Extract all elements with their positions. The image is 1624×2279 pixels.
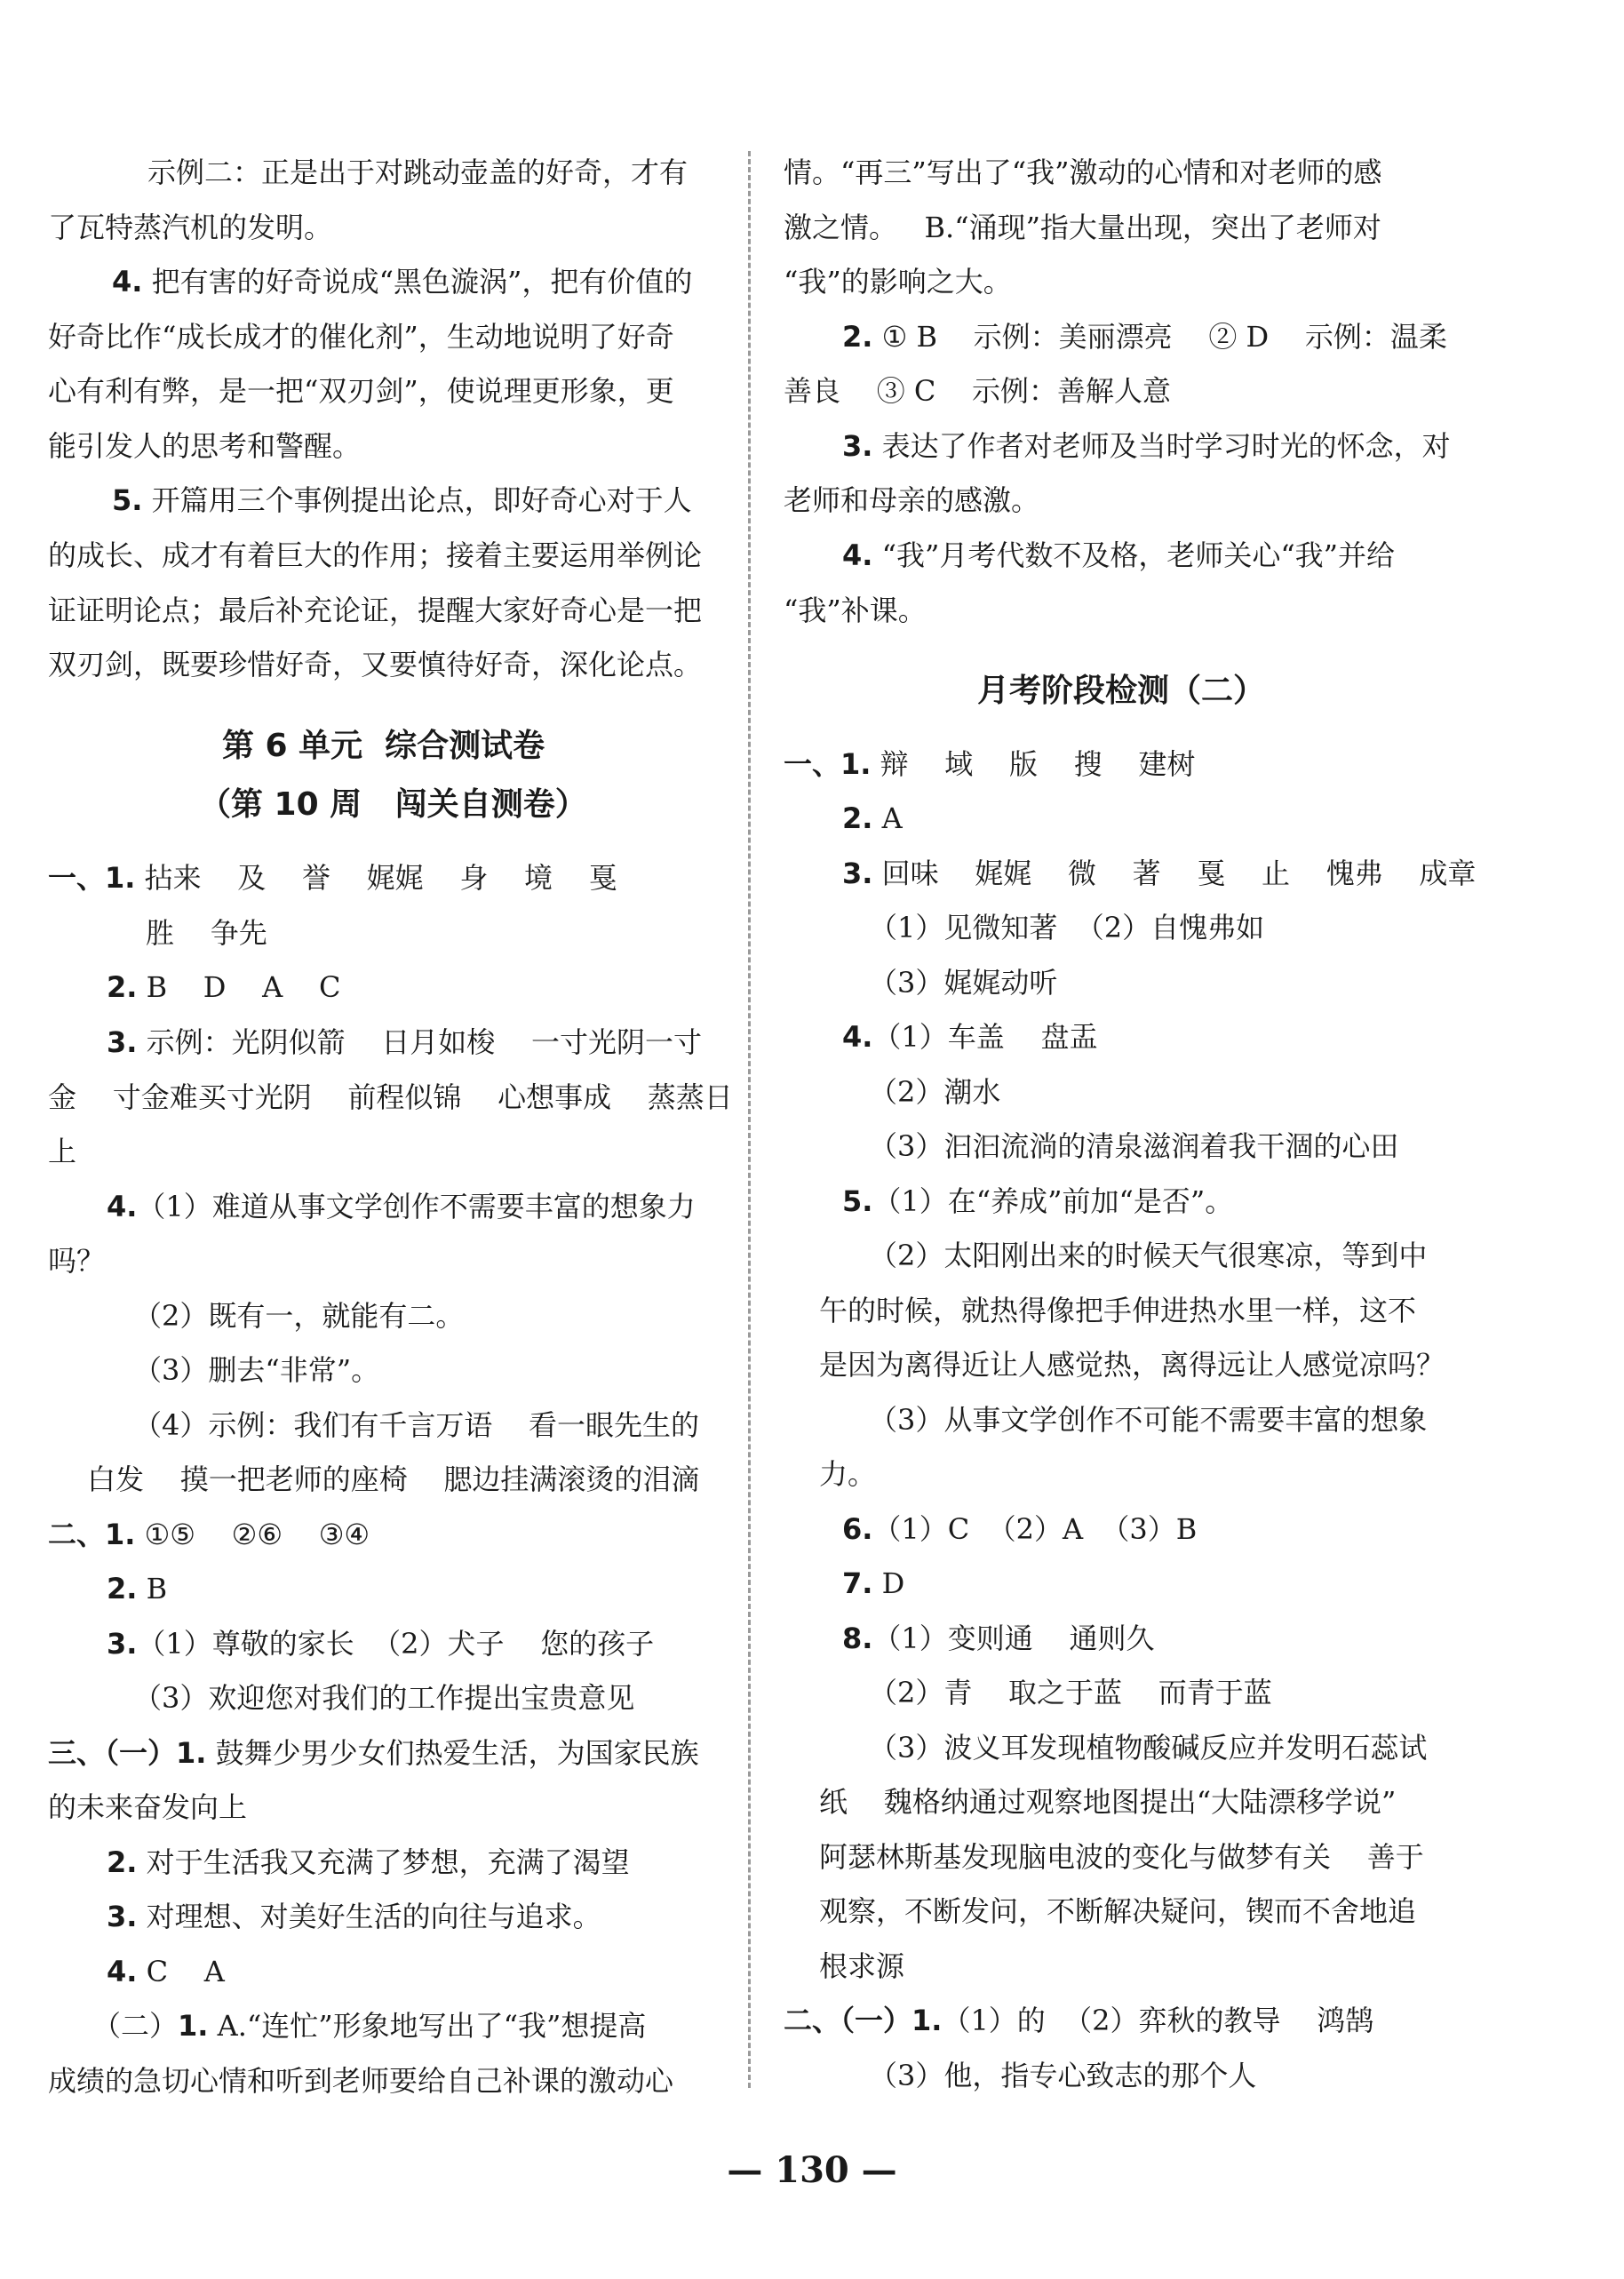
text-line: （2）潮水 bbox=[869, 1075, 1001, 1109]
answer-1-4: 4.（1）车盖 盘盂 bbox=[842, 1020, 1098, 1054]
text-line: 双刃剑，既要珍惜好奇，又要慎待好奇，深化论点。 bbox=[48, 648, 703, 681]
answer-3-1: 三、（一）1. 鼓舞少男少女们热爱生活，为国家民族 bbox=[48, 1736, 699, 1770]
answer-3: 3. 表达了作者对老师及当时学习时光的怀念，对 bbox=[842, 429, 1451, 463]
text-line: 激之情。 B.“涌现”指大量出现，突出了老师对 bbox=[784, 211, 1381, 244]
text-line: （3）波义耳发现植物酸碱反应并发明石蕊试 bbox=[869, 1731, 1428, 1765]
column-divider bbox=[748, 151, 751, 2088]
answer-3-3: 3. 对理想、对美好生活的向往与追求。 bbox=[107, 1900, 601, 1933]
text-line: 善良 ③ C 示例：善解人意 bbox=[784, 374, 1172, 408]
text-line: 心有利有弊，是一把“双刃剑”，使说理更形象，更 bbox=[48, 374, 674, 408]
text-line: 示例二：正是出于对跳动壶盖的好奇，才有 bbox=[147, 155, 689, 189]
text-line: 吗？ bbox=[48, 1244, 106, 1278]
text-line: （3）删去“非常”。 bbox=[133, 1353, 380, 1387]
answer-4: 4. “我”月考代数不及格，老师关心“我”并给 bbox=[842, 538, 1396, 572]
text-line: （2）青 取之于蓝 而青于蓝 bbox=[869, 1676, 1272, 1709]
text-line: 是因为离得近让人感觉热，离得远让人感觉凉吗？ bbox=[819, 1348, 1445, 1382]
text-line: （3）汩汩流淌的清泉滋润着我干涸的心田 bbox=[869, 1129, 1399, 1163]
text-line: “我”的影响之大。 bbox=[784, 265, 1012, 299]
text-line: （4）示例：我们有千言万语 看一眼先生的 bbox=[133, 1408, 700, 1442]
text-line: 观察，不断发问，不断解决疑问，锲而不舍地追 bbox=[819, 1894, 1417, 1928]
answer-2-1: 二、1. ①⑤ ②⑥ ③④ bbox=[48, 1518, 370, 1551]
text-line: 的成长、成才有着巨大的作用；接着主要运用举例论 bbox=[48, 538, 703, 572]
answer-2: 2. ① B 示例：美丽漂亮 ② D 示例：温柔 bbox=[842, 320, 1447, 354]
answer-1-7: 7. D bbox=[842, 1566, 905, 1600]
section-title: 月考阶段检测（二） bbox=[977, 673, 1266, 709]
text-line: （1）见微知著 （2）自愧弗如 bbox=[869, 911, 1265, 944]
answer-3-2: 2. 对于生活我又充满了梦想，充满了渴望 bbox=[107, 1845, 630, 1879]
answer-1-3: 3. 示例：光阴似箭 日月如梭 一寸光阴一寸 bbox=[107, 1025, 702, 1059]
text-line: 纸 魏格纳通过观察地图提出“大陆漂移学说” bbox=[819, 1785, 1397, 1819]
text-line: （2）既有一，就能有二。 bbox=[133, 1299, 465, 1333]
text-line: （3）欢迎您对我们的工作提出宝贵意见 bbox=[133, 1681, 635, 1715]
text-line: 证证明论点；最后补充论证，提醒大家好奇心是一把 bbox=[48, 594, 703, 627]
answer-1-2: 2. B D A C bbox=[107, 970, 341, 1004]
answer-1-6: 6.（1）C （2）A （3）B bbox=[842, 1512, 1198, 1546]
text-line: 好奇比作“成长成才的催化剂”，生动地说明了好奇 bbox=[48, 320, 674, 354]
page-number: — 130 — bbox=[727, 2149, 897, 2191]
text-line: （2）太阳刚出来的时候天气很寒凉，等到中 bbox=[869, 1239, 1428, 1272]
text-line: 了瓦特蒸汽机的发明。 bbox=[48, 211, 333, 244]
answer-3-2-1: （二）1. A.“连忙”形象地写出了“我”想提高 bbox=[92, 2009, 647, 2043]
text-line: 阿瑟林斯基发现脑电波的变化与做梦有关 善于 bbox=[819, 1840, 1424, 1874]
text-line: 上 bbox=[48, 1135, 77, 1168]
answer-1-4: 4.（1）难道从事文学创作不需要丰富的想象力 bbox=[107, 1190, 696, 1223]
text-line: 根求源 bbox=[819, 1949, 905, 1983]
text-line: 老师和母亲的感激。 bbox=[784, 483, 1040, 517]
text-line: 成绩的急切心情和听到老师要给自己补课的激动心 bbox=[48, 2064, 674, 2098]
answer-1-8: 8.（1）变则通 通则久 bbox=[842, 1622, 1155, 1655]
section-title: 第 6 单元 综合测试卷 bbox=[222, 728, 545, 764]
answer-1-1: 一、1. 辩 域 版 搜 建树 bbox=[784, 747, 1196, 781]
text-line: 午的时候，就热得像把手伸进热水里一样，这不 bbox=[819, 1294, 1417, 1327]
text-line: 白发 摸一把老师的座椅 腮边挂满滚烫的泪滴 bbox=[87, 1462, 700, 1496]
answer-2-1: 二、（一）1.（1）的 （2）弈秋的教导 鸿鹄 bbox=[784, 2004, 1374, 2037]
answer-1-2: 2. A bbox=[842, 801, 903, 835]
text-line: 力。 bbox=[819, 1457, 877, 1491]
answer-1-3: 3. 回味 娓娓 微 著 戛 止 愧弗 成章 bbox=[842, 857, 1477, 890]
text-line: 能引发人的思考和警醒。 bbox=[48, 429, 362, 463]
answer-4: 4. 把有害的好奇说成“黑色漩涡”，把有价值的 bbox=[112, 265, 693, 299]
answer-3-4: 4. C A bbox=[107, 1955, 225, 1988]
text-line: （3）娓娓动听 bbox=[869, 966, 1058, 1000]
text-line: 胜 争先 bbox=[146, 916, 267, 950]
text-line: 金 寸金难买寸光阴 前程似锦 心想事成 蒸蒸日 bbox=[48, 1080, 733, 1114]
answer-1-5: 5.（1）在“养成”前加“是否”。 bbox=[842, 1184, 1234, 1218]
text-line: （3）从事文学创作不可能不需要丰富的想象 bbox=[869, 1403, 1428, 1437]
answer-1-1: 一、1. 拈来 及 誉 娓娓 身 境 戛 bbox=[48, 861, 617, 895]
section-subtitle: （第 10 周 闯关自测卷） bbox=[199, 786, 587, 823]
text-line: （3）他，指专心致志的那个人 bbox=[869, 2059, 1257, 2092]
text-line: 情。“再三”写出了“我”激动的心情和对老师的感 bbox=[784, 155, 1382, 189]
answer-2-2: 2. B bbox=[107, 1572, 168, 1606]
answer-5: 5. 开篇用三个事例提出论点，即好奇心对于人 bbox=[112, 483, 692, 517]
text-line: 的未来奋发向上 bbox=[48, 1790, 248, 1824]
answer-2-3: 3.（1）尊敬的家长 （2）犬子 您的孩子 bbox=[107, 1627, 655, 1661]
text-line: “我”补课。 bbox=[784, 594, 927, 627]
